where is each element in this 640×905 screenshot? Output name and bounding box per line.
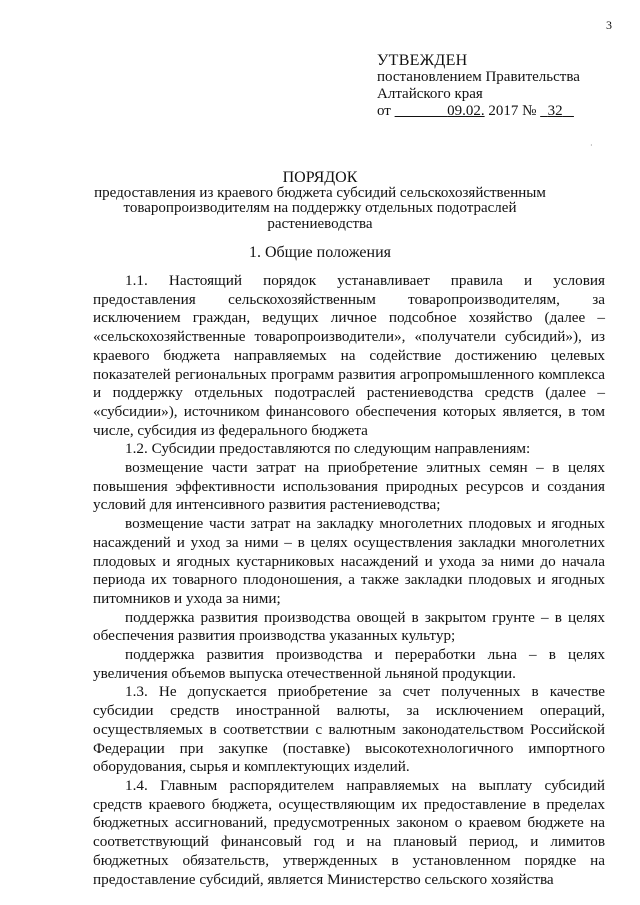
approval-line-2: Алтайского края — [377, 86, 483, 102]
year-number-label: 2017 № — [488, 103, 537, 119]
date-prefix: от — [377, 103, 391, 119]
date-field — [395, 103, 485, 119]
title-line-2: предоставления из краевого бюджета субсидий сельскохозяйственным — [94, 184, 546, 201]
paragraph-1-3: 1.3. Не допускается приобретение за счет полученных в качестве субсидии средств иностранной валюты, за исключением операций, осуществляемых в соответствии с валютным законодательством Российской Федерации при закупке (поставке) высокотехнологичного импортного оборудования, сырья и комплектующих изделий. — [93, 683, 605, 776]
number-value: 32 — [547, 103, 563, 119]
page-number: 3 — [606, 18, 612, 32]
section-title: 1. Общие положения — [248, 244, 392, 261]
paragraph-1-1: 1.1. Настоящий порядок устанавливает правила и условия предоставления сельскохозяйственным товаропроизводителям, за исключением граждан, ведущих личное подсобное хозяйство (далее – «сельскохозяйственные товаропроизводители», «получатели субсидий»), из краевого бюджета направляемых на содействие достижению целевых показателей региональных программ развития агропромышленного комплекса и поддержку отдельных подотраслей растениеводства средств (далее – «субсидии»), источником финансового обеспечения которых является, в том числе, субсидия из федерального бюджета — [93, 272, 605, 439]
title-line-3: товаропроизводителям на поддержку отдельных подотраслей — [123, 200, 517, 216]
paragraph-flax: поддержка развития производства и переработки льна – в целях увеличения объемов выпуска отечественной льняной продукции. — [93, 646, 605, 682]
paragraph-1-2: 1.2. Субсидии предоставляются по следующим направлениям: — [125, 440, 531, 458]
paragraph-1-4: 1.4. Главным распорядителем направляемых на выплату субсидий средств краевого бюджета, осуществляющим их предоставление в пределах бюджетных ассигнований, предусмотренных законом о краевом бюджете на соответствующий финансовый год и на плановый период, и лимитов бюджетных обязательств, утвержденных в установленном порядке на предоставление субсидий, является Министерство сельского хозяйства — [93, 776, 605, 888]
title-line-4: растениеводства — [267, 215, 373, 232]
number-field — [540, 103, 574, 119]
document-body — [93, 272, 605, 889]
paragraph-elite-seeds: возмещение части затрат на приобретение элитных семян – в целях повышения эффективности использования природных ресурсов и создания условий для интенсивного развития растениеводства; — [93, 459, 605, 514]
approval-date-line — [377, 103, 580, 120]
title-line-1: ПОРЯДОК — [282, 169, 358, 186]
date-value: 09.02. — [447, 103, 485, 119]
approval-stamp — [377, 52, 580, 120]
stray-mark: · — [590, 141, 593, 150]
approval-line-1: постановлением Правительства — [377, 69, 580, 85]
document-title — [0, 170, 640, 232]
paragraph-perennial-plantings: возмещение части затрат на закладку многолетних плодовых и ягодных насаждений и уход за ними – в целях осуществления закладки многолетних плодовых и ягодных кустарниковых насаждений и ухода за ними до начала периода их товарного плодоношения, а также закладки плодовых и ягодных питомников и ухода за ними; — [93, 515, 605, 607]
paragraph-greenhouse-vegetables: поддержка развития производства овощей в закрытом грунте – в целях обеспечения развития производства указанных культур; — [93, 608, 605, 645]
approval-heading: УТВЕЖДЕН — [377, 52, 468, 69]
